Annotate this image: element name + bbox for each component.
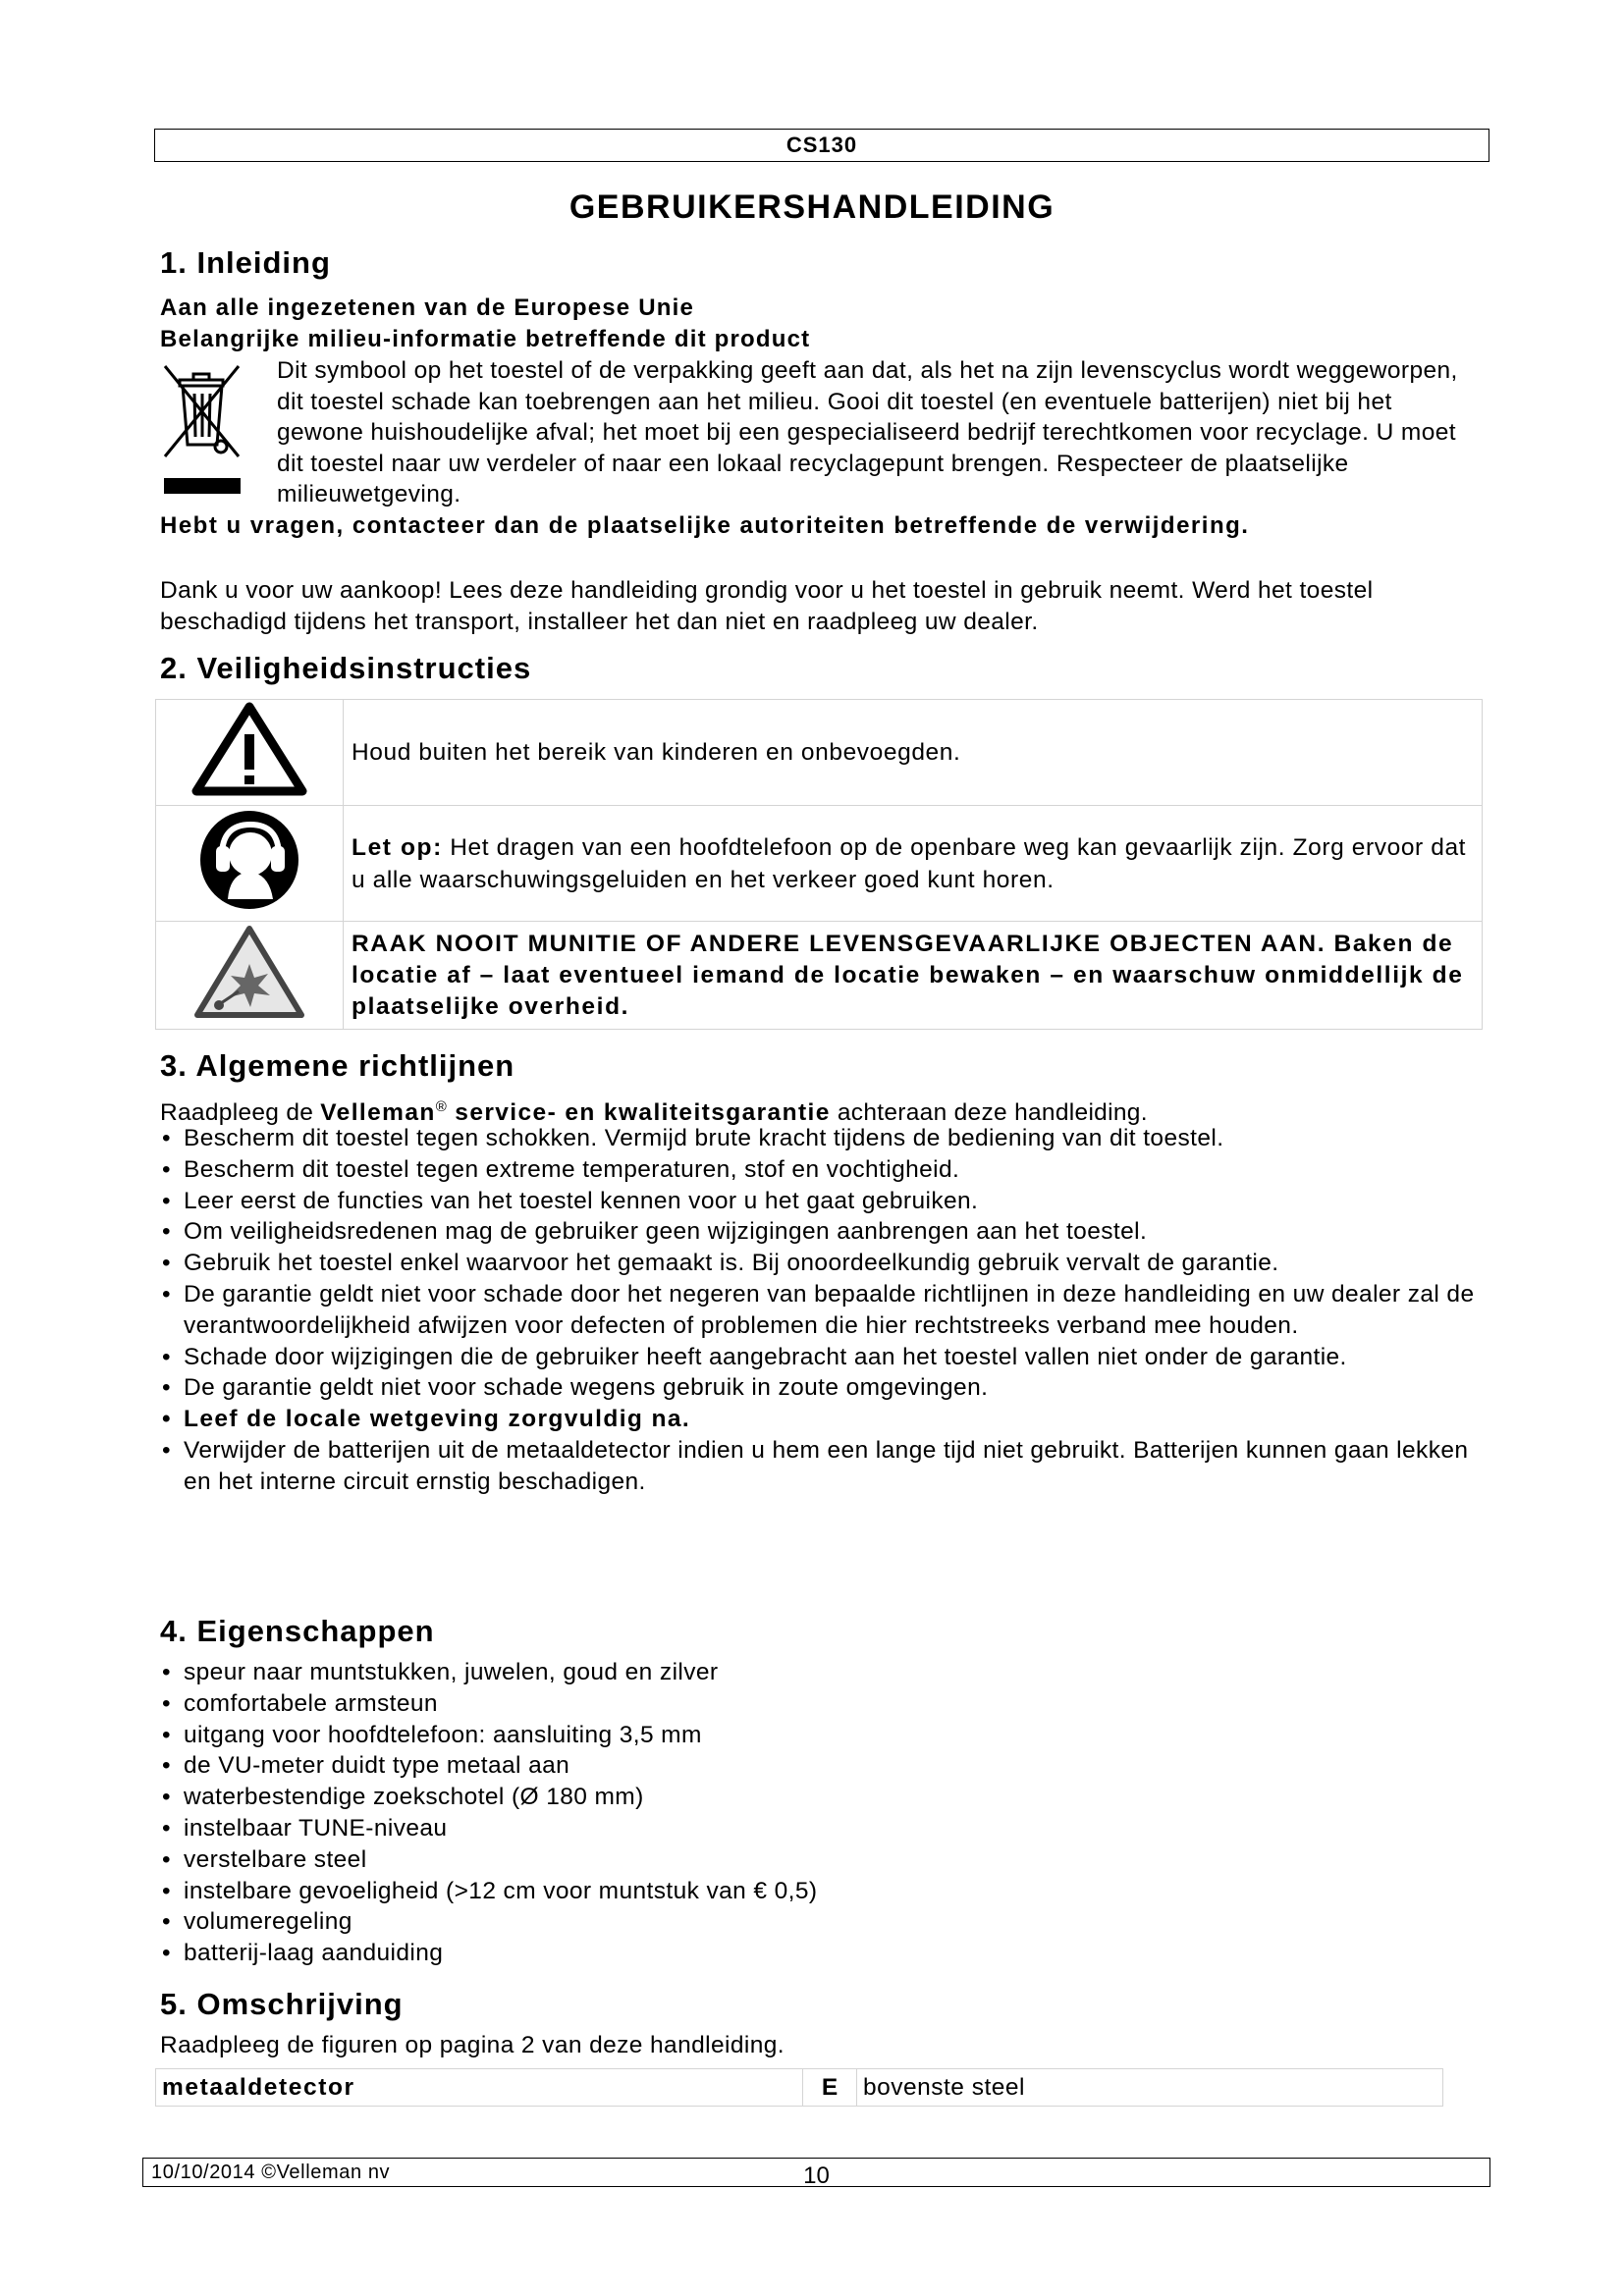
safety-row (156, 700, 1483, 806)
safety-row (156, 806, 1483, 922)
table-cell-letter: E (803, 2069, 857, 2107)
explosion-hazard-icon (156, 922, 344, 1030)
list-item: • instelbare gevoeligheid (>12 cm voor muntstuk van € 0,5) (160, 1876, 1476, 1907)
description-table (155, 2068, 1443, 2107)
table-cell-item: metaaldetector (156, 2069, 803, 2107)
list-item: • Om veiligheidsredenen mag de gebruiker geen wijzigingen aanbrengen aan het toestel. (160, 1216, 1476, 1248)
section-heading-veiligheid: 2. Veiligheidsinstructies (160, 651, 532, 685)
guarantee-label: service- en kwaliteitsgarantie (447, 1099, 831, 1127)
contact-authorities-line: Hebt u vragen, contacteer dan de plaatselijke autoriteiten betreffende de verwijdering. (160, 512, 1250, 539)
safety-row (156, 922, 1483, 1030)
figures-reference: Raadpleeg de figuren op pagina 2 van deze handleiding. (160, 2032, 785, 2058)
list-item: • Schade door wijzigingen die de gebruiker heeft aangebracht aan het toestel vallen niet onder de garantie. (160, 1342, 1476, 1373)
safety-instructions-table (155, 699, 1483, 1030)
list-item: • Leer eerst de functies van het toestel kennen voor u het gaat gebruiken. (160, 1186, 1476, 1217)
list-item: • uitgang voor hoofdtelefoon: aansluiting 3,5 mm (160, 1720, 1476, 1751)
children-warning-text: Houd buiten het bereik van kinderen en onbevoegden. (344, 700, 1483, 806)
guarantee-ref-prefix: Raadpleeg de (160, 1099, 321, 1127)
table-row (156, 2069, 1443, 2107)
warning-triangle-icon (156, 700, 344, 806)
list-item: • Verwijder de batterijen uit de metaaldetector indien u hem een lange tijd niet gebruikt. Batterijen kunnen gaan lekken en het interne circuit ernstig beschadigen. (160, 1435, 1476, 1498)
list-item: • verstelbare steel (160, 1844, 1476, 1876)
headphone-warning-text: Het dragen van een hoofdtelefoon op de openbare weg kan gevaarlijk zijn. Zorg ervoor dat u alle waarschuwingsgeluiden en het verkeer goed kunt horen. (352, 833, 1467, 893)
list-item: • De garantie geldt niet voor schade wegens gebruik in zoute omgevingen. (160, 1372, 1476, 1404)
list-item: • volumeregeling (160, 1906, 1476, 1938)
brand-name: Velleman (320, 1099, 436, 1127)
ammunition-warning-text: RAAK NOOIT MUNITIE OF ANDERE LEVENSGEVAARLIJKE OBJECTEN AAN. Baken de locatie af – laat eventueel iemand de locatie bewaken – en waarschuw onmiddellijk de plaatselijke overheid. (344, 922, 1483, 1030)
footer-box (142, 2158, 1490, 2187)
list-item: • waterbestendige zoekschotel (Ø 180 mm) (160, 1782, 1476, 1813)
list-item: • de VU-meter duidt type metaal aan (160, 1750, 1476, 1782)
attention-label: Let op: (352, 833, 443, 861)
weee-disposal-text: Dit symbool op het toestel of de verpakking geeft aan dat, als het na zijn levenscyclus wordt weggeworpen, dit toestel schade kan toebrengen aan het milieu. Gooi dit toestel (en eventuele batterijen) niet bij het gewone huishoudelijke afval; het moet bij een gespecialiseerd bedrijf terechtkomen voor recyclage. U moet dit toestel naar uw verdeler of naar een lokaal recyclagepunt brengen. Respecteer de plaatselijke milieuwetgeving. (277, 357, 1458, 507)
general-guidelines-list (160, 1123, 1476, 1498)
list-item: • speur naar muntstukken, juwelen, goud en zilver (160, 1657, 1476, 1688)
section-heading-eigenschappen: 4. Eigenschappen (160, 1614, 435, 1648)
section-heading-richtlijnen: 3. Algemene richtlijnen (160, 1048, 515, 1083)
list-item: • Leef de locale wetgeving zorgvuldig na. (160, 1404, 1476, 1435)
section-heading-inleiding: 1. Inleiding (160, 245, 331, 280)
environment-info-line: Belangrijke milieu-informatie betreffende dit product (160, 326, 811, 352)
weee-bin-icon (160, 358, 243, 506)
table-cell-part: bovenste steel (857, 2069, 1443, 2107)
page-number: 10 (803, 2163, 830, 2189)
header-box (154, 129, 1489, 162)
footer-date-copyright: 10/10/2014 ©Velleman nv (151, 2162, 391, 2183)
model-number: CS130 (785, 133, 858, 157)
list-item: • Gebruik het toestel enkel waarvoor het gemaakt is. Bij onoordeelkundig gebruik vervalt de garantie. (160, 1248, 1476, 1279)
registered-mark: ® (435, 1098, 448, 1115)
eu-residents-line: Aan alle ingezetenen van de Europese Unie (160, 294, 695, 321)
features-list (160, 1657, 1476, 1969)
list-item: • Bescherm dit toestel tegen schokken. Vermijd brute kracht tijdens de bediening van dit toestel. (160, 1123, 1476, 1154)
ear-protection-icon (156, 806, 344, 922)
list-item: • De garantie geldt niet voor schade door het negeren van bepaalde richtlijnen in deze handleiding en uw dealer zal de verantwoordelijkheid afwijzen voor defecten of problemen die hier rechtstreeks verband mee houden. (160, 1279, 1476, 1342)
list-item: • instelbaar TUNE-niveau (160, 1813, 1476, 1844)
list-item: • comfortabele armsteun (160, 1688, 1476, 1720)
section-heading-omschrijving: 5. Omschrijving (160, 1987, 404, 2021)
thank-you-text: Dank u voor uw aankoop! Lees deze handleiding grondig voor u het toestel in gebruik neemt. Werd het toestel beschadigd tijdens het transport, installeer het dan niet en raadpleeg uw dealer. (160, 577, 1374, 635)
list-item: • batterij-laag aanduiding (160, 1938, 1476, 1969)
guarantee-ref-suffix: achteraan deze handleiding. (830, 1099, 1148, 1127)
document-title: GEBRUIKERSHANDLEIDING (568, 188, 1056, 226)
list-item: • Bescherm dit toestel tegen extreme temperaturen, stof en vochtigheid. (160, 1154, 1476, 1186)
